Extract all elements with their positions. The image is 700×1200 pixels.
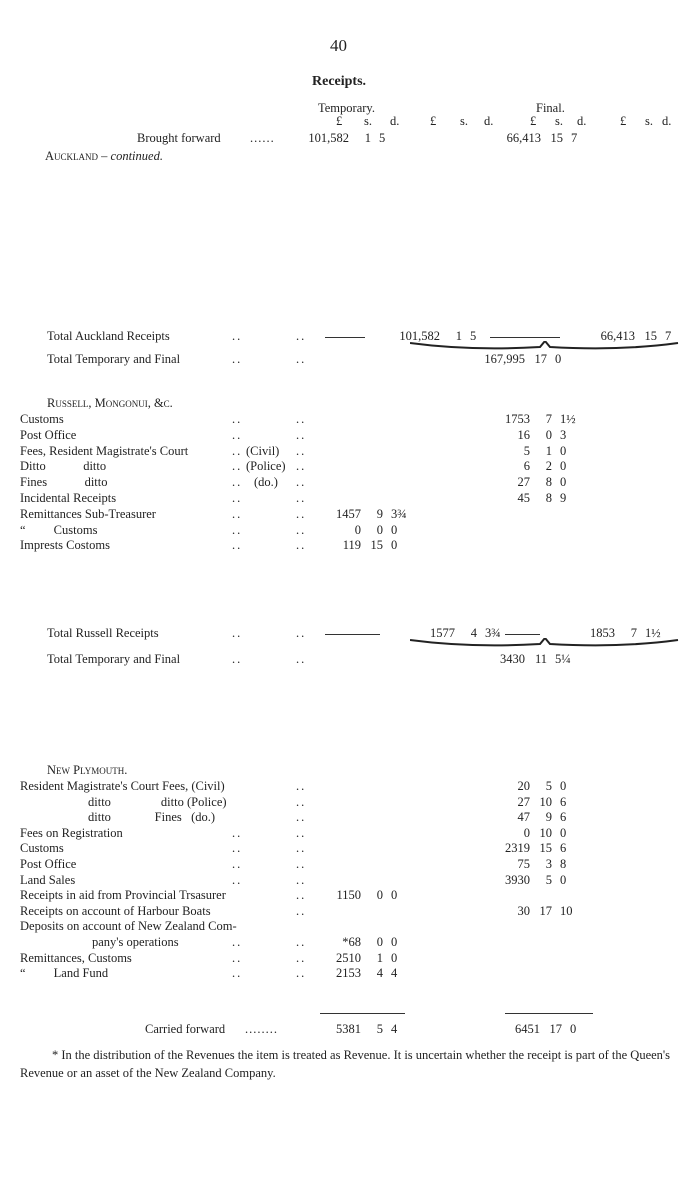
brought-forward-final-shillings: 15 bbox=[550, 131, 563, 145]
row-final-pounds: 3930 bbox=[505, 872, 530, 887]
row-label: Fees on Registration bbox=[20, 825, 123, 840]
row-final-pence: 0 bbox=[560, 475, 567, 490]
row-final-pounds: 6 bbox=[523, 459, 530, 474]
rule bbox=[325, 634, 380, 635]
row-qualifier: (Civil) bbox=[246, 443, 280, 458]
row-label: Post Office bbox=[20, 857, 77, 871]
leader-dots: .. bbox=[232, 352, 243, 366]
page-title: Receipts. bbox=[312, 74, 367, 89]
row-temporary-shillings: 0 bbox=[376, 888, 383, 903]
row-label: ditto Fines (do.) bbox=[88, 810, 216, 825]
rule bbox=[505, 1013, 593, 1014]
brought-forward-temporary-pence: 5 bbox=[379, 131, 386, 145]
leader-dots: .. bbox=[296, 475, 307, 490]
row-final-shillings: 2 bbox=[545, 459, 552, 474]
leader-dots: .. bbox=[232, 329, 243, 343]
russell-grand-total-pounds: 3430 bbox=[500, 652, 525, 666]
row-temporary-shillings: 1 bbox=[376, 950, 383, 965]
leader-dots: .. bbox=[296, 412, 307, 426]
auckland-total-temporary-pounds: 101,582 bbox=[399, 329, 440, 343]
leader-dots: ........ bbox=[245, 1022, 278, 1036]
row-label: “ Land Fund bbox=[20, 966, 109, 981]
row-final-shillings: 8 bbox=[545, 491, 552, 505]
auckland-grand-total-label: Total Temporary and Final bbox=[47, 352, 181, 366]
row-temporary-pounds: 1457 bbox=[336, 506, 361, 521]
leader-dots: .. bbox=[296, 352, 307, 366]
leader-dots: .. bbox=[296, 427, 307, 442]
currency-column-header: d. bbox=[577, 114, 587, 128]
carried-forward-temporary-shillings: 5 bbox=[376, 1022, 383, 1036]
row-final-pounds: 27 bbox=[517, 475, 530, 490]
leader-dots: .. bbox=[232, 857, 243, 871]
auckland-total-final-pounds: 66,413 bbox=[600, 329, 635, 343]
row-final-shillings: 5 bbox=[545, 779, 552, 793]
leader-dots: .. bbox=[296, 538, 307, 553]
leader-dots: .. bbox=[296, 841, 307, 856]
leader-dots: .. bbox=[232, 491, 243, 505]
row-label: Remittances Sub-Treasurer bbox=[20, 506, 156, 521]
russell-total-final-pence: 1½ bbox=[645, 626, 661, 640]
row-qualifier: (do.) bbox=[254, 475, 278, 490]
leader-dots: ...... bbox=[250, 131, 275, 145]
row-label: Imprests Costoms bbox=[20, 538, 110, 553]
row-final-shillings: 10 bbox=[539, 794, 552, 809]
row-temporary-shillings: 0 bbox=[376, 522, 383, 537]
leader-dots: .. bbox=[296, 491, 307, 505]
leader-dots: .. bbox=[232, 935, 243, 949]
auckland-total-final-pence: 7 bbox=[665, 329, 672, 343]
row-final-pence: 0 bbox=[560, 825, 567, 840]
leader-dots: .. bbox=[232, 626, 243, 640]
currency-column-header: £ bbox=[620, 114, 627, 128]
row-temporary-pounds: *68 bbox=[342, 935, 361, 949]
leader-dots: .. bbox=[296, 626, 307, 640]
leader-dots: .. bbox=[296, 825, 307, 840]
row-temporary-shillings: 15 bbox=[370, 538, 383, 553]
row-final-pence: 3 bbox=[560, 427, 567, 442]
row-label: “ Customs bbox=[20, 522, 98, 537]
row-label: pany's operations bbox=[92, 935, 179, 949]
row-final-shillings: 0 bbox=[545, 427, 552, 442]
auckland-grand-total-pence: 0 bbox=[555, 352, 562, 366]
russell-total-final-pounds: 1853 bbox=[590, 626, 615, 640]
leader-dots: .. bbox=[296, 810, 307, 825]
russell-grand-total-pence: 5¼ bbox=[555, 652, 571, 666]
currency-column-header: s. bbox=[364, 114, 372, 128]
leader-dots: .. bbox=[232, 459, 243, 474]
russell-grand-total-label: Total Temporary and Final bbox=[47, 652, 181, 666]
auckland-total-label: Total Auckland Receipts bbox=[47, 329, 170, 343]
currency-column-header: £ bbox=[336, 114, 343, 128]
row-label: Remittances, Customs bbox=[20, 950, 132, 965]
row-final-pence: 9 bbox=[560, 491, 567, 505]
row-label: ditto ditto (Police) bbox=[88, 794, 227, 809]
page-number: 40 bbox=[330, 36, 347, 55]
row-label: Fees, Resident Magistrate's Court bbox=[20, 443, 189, 458]
row-final-pounds: 45 bbox=[517, 491, 530, 505]
row-final-pounds: 1753 bbox=[505, 412, 530, 426]
leader-dots: .. bbox=[296, 522, 307, 537]
row-final-shillings: 8 bbox=[545, 475, 552, 490]
currency-column-header: s. bbox=[555, 114, 563, 128]
row-label: Incidental Receipts bbox=[20, 491, 117, 505]
row-final-pounds: 47 bbox=[517, 810, 530, 825]
currency-column-header: £ bbox=[430, 114, 437, 128]
leader-dots: .. bbox=[296, 329, 307, 343]
leader-dots: .. bbox=[232, 966, 243, 981]
row-temporary-pence: 4 bbox=[391, 966, 398, 981]
brought-forward-label: Brought forward bbox=[137, 131, 221, 145]
row-final-pence: 8 bbox=[560, 857, 567, 871]
row-label: Receipts in aid from Provincial Trsasurer bbox=[20, 888, 226, 903]
auckland-total-final-shillings: 15 bbox=[644, 329, 657, 343]
row-temporary-pence: 0 bbox=[391, 538, 398, 553]
leader-dots: .. bbox=[232, 443, 243, 458]
row-final-pence: 0 bbox=[560, 443, 567, 458]
leader-dots: .. bbox=[232, 872, 243, 887]
row-final-shillings: 7 bbox=[545, 412, 552, 426]
leader-dots: .. bbox=[232, 950, 243, 965]
row-temporary-pence: 0 bbox=[391, 522, 398, 537]
row-final-pounds: 16 bbox=[517, 427, 530, 442]
leader-dots: .. bbox=[232, 825, 243, 840]
row-final-shillings: 15 bbox=[539, 841, 552, 856]
row-final-pounds: 27 bbox=[517, 794, 530, 809]
auckland-heading: Auckland – continued. bbox=[45, 149, 163, 163]
leader-dots: .. bbox=[232, 538, 243, 553]
leader-dots: .. bbox=[296, 888, 307, 903]
leader-dots: .. bbox=[296, 872, 307, 887]
leader-dots: .. bbox=[232, 427, 243, 442]
row-label: Customs bbox=[20, 841, 64, 856]
row-final-shillings: 1 bbox=[545, 443, 552, 458]
leader-dots: .. bbox=[232, 841, 243, 856]
row-final-pence: 6 bbox=[560, 810, 567, 825]
leader-dots: .. bbox=[296, 779, 307, 793]
brace-icon bbox=[410, 638, 680, 650]
leader-dots: .. bbox=[296, 794, 307, 809]
leader-dots: .. bbox=[296, 903, 307, 918]
currency-column-header: d. bbox=[390, 114, 400, 128]
leader-dots: .. bbox=[296, 857, 307, 871]
row-temporary-shillings: 4 bbox=[376, 966, 383, 981]
russell-total-final-shillings: 7 bbox=[630, 626, 637, 640]
row-final-pence: 0 bbox=[560, 459, 567, 474]
row-final-shillings: 3 bbox=[545, 857, 552, 871]
row-final-pounds: 5 bbox=[523, 443, 530, 458]
row-final-shillings: 17 bbox=[539, 903, 552, 918]
auckland-total-temporary-shillings: 1 bbox=[455, 329, 462, 343]
leader-dots: .. bbox=[296, 459, 307, 474]
carried-forward-label: Carried forward bbox=[145, 1022, 226, 1036]
row-final-pence: 10 bbox=[560, 903, 573, 918]
currency-column-header: d. bbox=[484, 114, 494, 128]
leader-dots: .. bbox=[232, 475, 243, 490]
currency-column-header: s. bbox=[645, 114, 653, 128]
currency-column-header: £ bbox=[530, 114, 537, 128]
row-temporary-pence: 0 bbox=[391, 935, 398, 949]
russell-total-temporary-pence: 3¾ bbox=[485, 626, 501, 640]
currency-column-header: s. bbox=[460, 114, 468, 128]
leader-dots: .. bbox=[232, 652, 243, 666]
russell-total-temporary-shillings: 4 bbox=[470, 626, 477, 640]
carried-forward-temporary-pence: 4 bbox=[391, 1022, 398, 1036]
currency-column-header: d. bbox=[662, 114, 672, 128]
row-label: Post Office bbox=[20, 427, 77, 442]
rule bbox=[490, 337, 560, 338]
leader-dots: .. bbox=[232, 506, 243, 521]
row-temporary-pounds: 0 bbox=[354, 522, 361, 537]
leader-dots: .. bbox=[232, 412, 243, 426]
row-label: Land Sales bbox=[20, 872, 76, 887]
row-temporary-shillings: 0 bbox=[376, 935, 383, 949]
rule bbox=[325, 337, 365, 338]
row-temporary-pounds: 1150 bbox=[336, 888, 361, 903]
row-temporary-pounds: 2510 bbox=[336, 950, 361, 965]
brought-forward-final-pence: 7 bbox=[571, 131, 578, 145]
carried-forward-final-shillings: 17 bbox=[549, 1022, 562, 1036]
row-label: Customs bbox=[20, 412, 64, 426]
row-final-pounds: 20 bbox=[517, 779, 530, 793]
row-label: Resident Magistrate's Court Fees, (Civil) bbox=[20, 779, 225, 793]
rule bbox=[320, 1013, 405, 1014]
carried-forward-final-pounds: 6451 bbox=[515, 1022, 540, 1036]
temporary-header: Temporary. bbox=[318, 101, 375, 115]
footnote: * In the distribution of the Revenues the item is treated as Revenue. It is uncertain whether the receipt is part of the Queen's Revenue or an asset of the New Zealand Company. bbox=[20, 1048, 671, 1080]
row-temporary-pence: 3¾ bbox=[391, 506, 407, 521]
leader-dots: .. bbox=[296, 506, 307, 521]
row-final-shillings: 10 bbox=[539, 825, 552, 840]
brought-forward-temporary-shillings: 1 bbox=[364, 131, 371, 145]
row-final-shillings: 9 bbox=[545, 810, 552, 825]
row-temporary-pounds: 2153 bbox=[336, 966, 361, 981]
brought-forward-final-pounds: 66,413 bbox=[506, 131, 541, 145]
row-temporary-pence: 0 bbox=[391, 950, 398, 965]
row-label: Deposits on account of New Zealand Com- bbox=[20, 919, 237, 934]
leader-dots: .. bbox=[296, 966, 307, 981]
russell-heading: Russell, Mongonui, &c. bbox=[47, 396, 173, 410]
row-temporary-pence: 0 bbox=[391, 888, 398, 903]
leader-dots: .. bbox=[232, 522, 243, 537]
row-temporary-shillings: 9 bbox=[376, 506, 383, 521]
auckland-total-temporary-pence: 5 bbox=[470, 329, 477, 343]
row-label: Receipts on account of Harbour Boats bbox=[20, 903, 211, 918]
brought-forward-temporary-pounds: 101,582 bbox=[308, 131, 349, 145]
row-final-pence: 6 bbox=[560, 794, 567, 809]
row-final-pounds: 0 bbox=[523, 825, 530, 840]
new-plymouth-heading: New Plymouth. bbox=[47, 763, 128, 777]
leader-dots: .. bbox=[296, 950, 307, 965]
row-final-pounds: 75 bbox=[517, 857, 530, 871]
row-temporary-pounds: 119 bbox=[342, 538, 361, 553]
row-final-pence: 0 bbox=[560, 872, 567, 887]
leader-dots: .. bbox=[296, 935, 307, 949]
row-qualifier: (Police) bbox=[246, 459, 286, 474]
row-final-shillings: 5 bbox=[545, 872, 552, 887]
rule bbox=[505, 634, 540, 635]
carried-forward-temporary-pounds: 5381 bbox=[336, 1022, 361, 1036]
row-label: Ditto ditto bbox=[20, 459, 107, 474]
russell-grand-total-shillings: 11 bbox=[534, 652, 547, 666]
auckland-grand-total-shillings: 17 bbox=[534, 352, 547, 366]
row-final-pence: 0 bbox=[560, 779, 567, 793]
russell-total-label: Total Russell Receipts bbox=[47, 626, 159, 640]
russell-total-temporary-pounds: 1577 bbox=[430, 626, 455, 640]
carried-forward-final-pence: 0 bbox=[570, 1022, 577, 1036]
auckland-grand-total-pounds: 167,995 bbox=[484, 352, 525, 366]
leader-dots: .. bbox=[296, 652, 307, 666]
leader-dots: .. bbox=[296, 443, 307, 458]
final-header: Final. bbox=[536, 101, 565, 115]
row-final-pounds: 30 bbox=[517, 903, 530, 918]
row-label: Fines ditto bbox=[20, 475, 108, 490]
row-final-pence: 1½ bbox=[560, 412, 576, 426]
row-final-pence: 6 bbox=[560, 841, 567, 856]
row-final-pounds: 2319 bbox=[505, 841, 530, 856]
